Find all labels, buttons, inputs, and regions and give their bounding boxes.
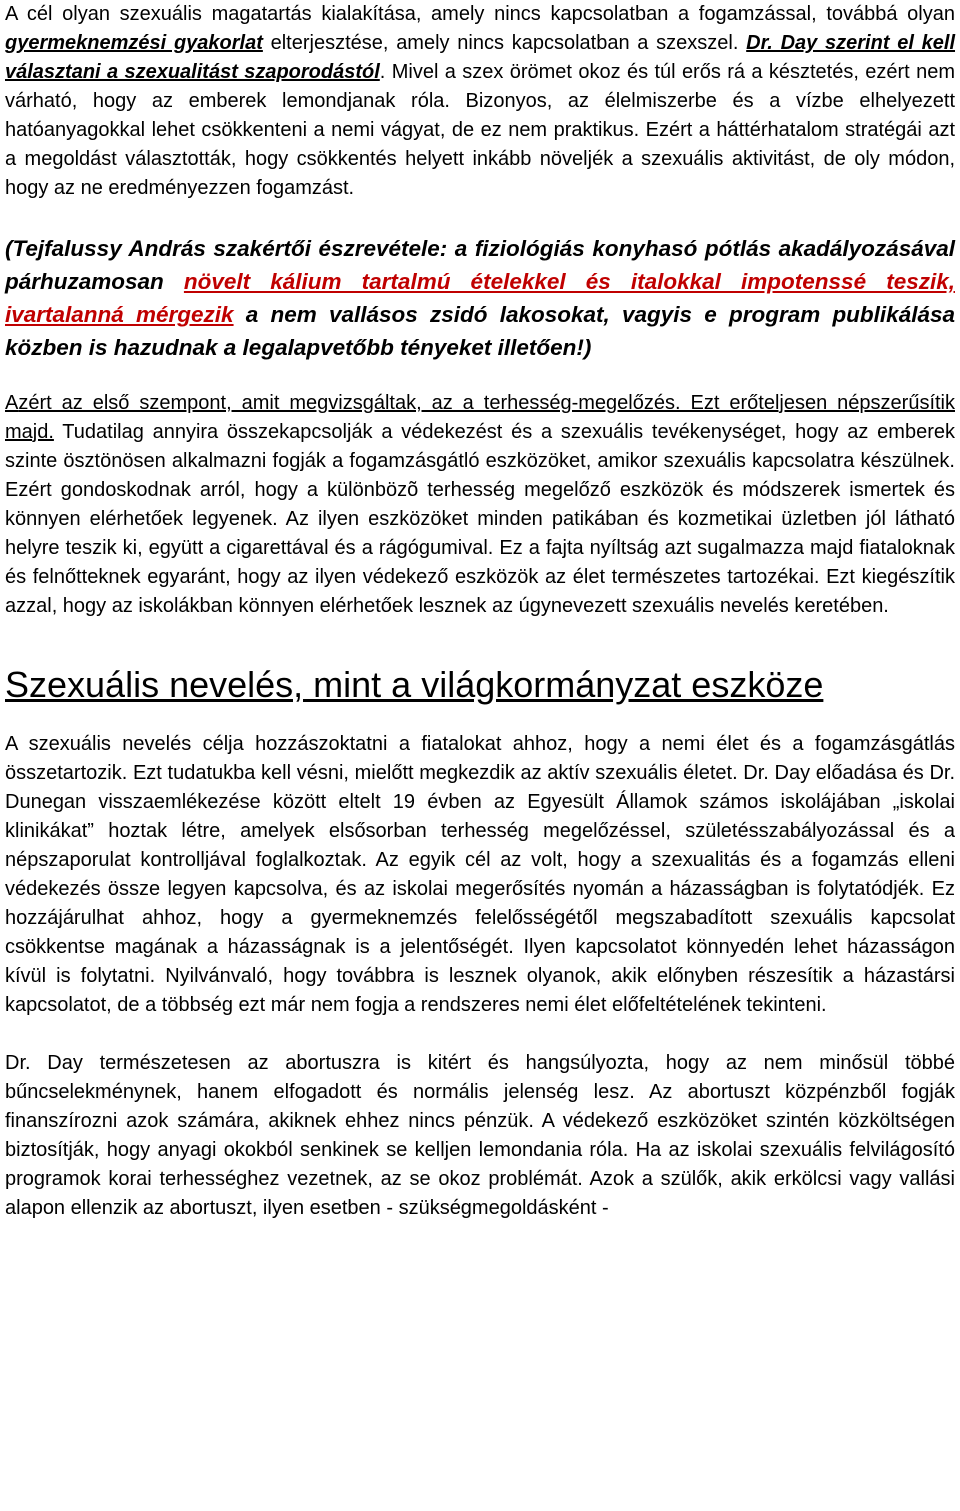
paragraph-3-first-letter: A bbox=[5, 392, 19, 414]
paragraph-5: Dr. Day természetesen az abortuszra is kitért és hangsúlyozta, hogy az nem minősül többé bűncselekménynek, hanem elfogadott és normális jelenség lesz. Az abortuszt közpénzből fogják finanszírozni azok számára, akiknek ehhez nincs pénzük. A védekező eszközöket szintén közköltségen biztosítják, hogy anyagi okokból senkinek se kelljen lemondania róla. Ha az iskolai szexuális felvilágosító programok korai terhességhez vezetnek, az se okoz problémát. Azok a szülők, akik erkölcsi vagy vallási alapon ellenzik az abortuszt, ilyen esetben - szükségmegoldásként - bbox=[5, 1052, 955, 1219]
paragraph-3 bbox=[5, 389, 955, 621]
section-heading: Szexuális nevelés, mint a világkormányzat eszköze bbox=[5, 664, 824, 705]
paragraph-2-text-b: a nem vallásos zsidó lakosokat, vagyis e program publikálása közben is hazudnak a legalapvetőbb tényeket illetően!) bbox=[5, 302, 955, 360]
paragraph-2-expert-note bbox=[5, 232, 955, 364]
dr-day-statement: Dr. Day szerint el kell választani a szexualitást szaporodástól bbox=[5, 32, 956, 83]
paragraph-1 bbox=[5, 0, 955, 203]
link-gyermeknemzesi-gyakorlat[interactable]: gyermeknemzési gyakorlat bbox=[5, 32, 263, 54]
paragraph-4: A szexuális nevelés célja hozzászoktatni a fiatalokat ahhoz, hogy a nemi élet és a fogamzásgátlás összetartozik. Ezt tudatukba kell vésni, mielőtt megkezdik az aktív szexuális életet. Dr. Day előadása és Dr. Dunegan visszaemlékezése között eltelt 19 évben az Egyesült Államok számos iskolájában „iskolai klinikákat” hoztak létre, amelyek elsősorban terhesség megelőzéssel, születésszabályozással és a népszaporulat kontrolljával foglalkoztak. Az egyik cél az volt, hogy a szexualitás és a fogamzás elleni védekezés össze legyen kapcsolva, és az iskolai megerősítés nyomán a házasságban is folytatódjék. Ez hozzájárulhat ahhoz, hogy a gyermeknemzés felelősségétől megszabadított szexuális kapcsolat csökkentse magának a házasságnak is a jelentőségét. Ilyen kapcsolatot könnyedén lehet házasságon kívül is folytatni. Nyilvánvaló, hogy továbbra is lesznek olyanok, akik előnyben részesítik a házastársi kapcsolatot, de a többség ezt már nem fogja a rendszeres nemi élet előfeltételének tekinteni. bbox=[5, 733, 955, 1016]
paragraph-3-underlined: zért az első szempont, amit megvizsgáltak, az a terhesség-megelőzés. Ezt erőteljesen népszerűsítik majd. bbox=[5, 392, 955, 443]
paragraph-1-text-a: A cél olyan szexuális magatartás kialakítása, amely nincs kapcsolatban a fogamzással, továbbá olyan bbox=[5, 3, 955, 25]
paragraph-2-text-a: (Tejfalussy András szakértői észrevétele: a fiziológiás konyhasó pótlás akadályozásával párhuzamosan bbox=[5, 236, 955, 294]
paragraph-1-text-b: elterjesztése, amely nincs kapcsolatban a szexszel. bbox=[262, 32, 747, 54]
paragraph-3-text: Tudatilag annyira összekapcsolják a védekezést és a szexuális tevékenységet, hogy az emberek szinte ösztönösen alkalmazni fogják a fogamzásgátló eszközöket, amikor szexuális kapcsolatra készülnek. Ezért gondoskodnak arról, hogy a különbözõ terhesség megelőző eszközök és módszerek ismertek és könnyen elérhetőek legyenek. Az ilyen eszközöket minden patikában és kozmetikai üzletben jól látható helyre teszik ki, együtt a cigarettával és a rágógumival. Ez a fajta nyíltság azt sugalmazza majd fiataloknak és felnőtteknek egyaránt, hogy az ilyen védekező eszközök az élet természetes tartozékai. Ezt kiegészítik azzal, hogy az iskolákban könnyen elérhetőek lesznek az úgynevezett szexuális nevelés keretében. bbox=[5, 421, 955, 617]
paragraph-1-text-c: . Mivel a szex örömet okoz és túl erős rá a késztetés, ezért nem várható, hogy az emberek lemondjanak róla. Bizonyos, az élelmiszerbe és a vízbe elhelyezett hatóanyagokkal lehet csökkenteni a nemi vágyat, de ez nem praktikus. Ezért a háttérhatalom stratégái azt a megoldást választották, hogy csökkentés helyett inkább növeljék a szexuális aktivitást, de oly módon, hogy az ne eredményezzen fogamzást. bbox=[5, 61, 955, 199]
link-kalium-mergezes[interactable]: növelt kálium tartalmú ételekkel és italokkal impotenssé teszik, ivartalanná mérgezik bbox=[5, 269, 955, 327]
